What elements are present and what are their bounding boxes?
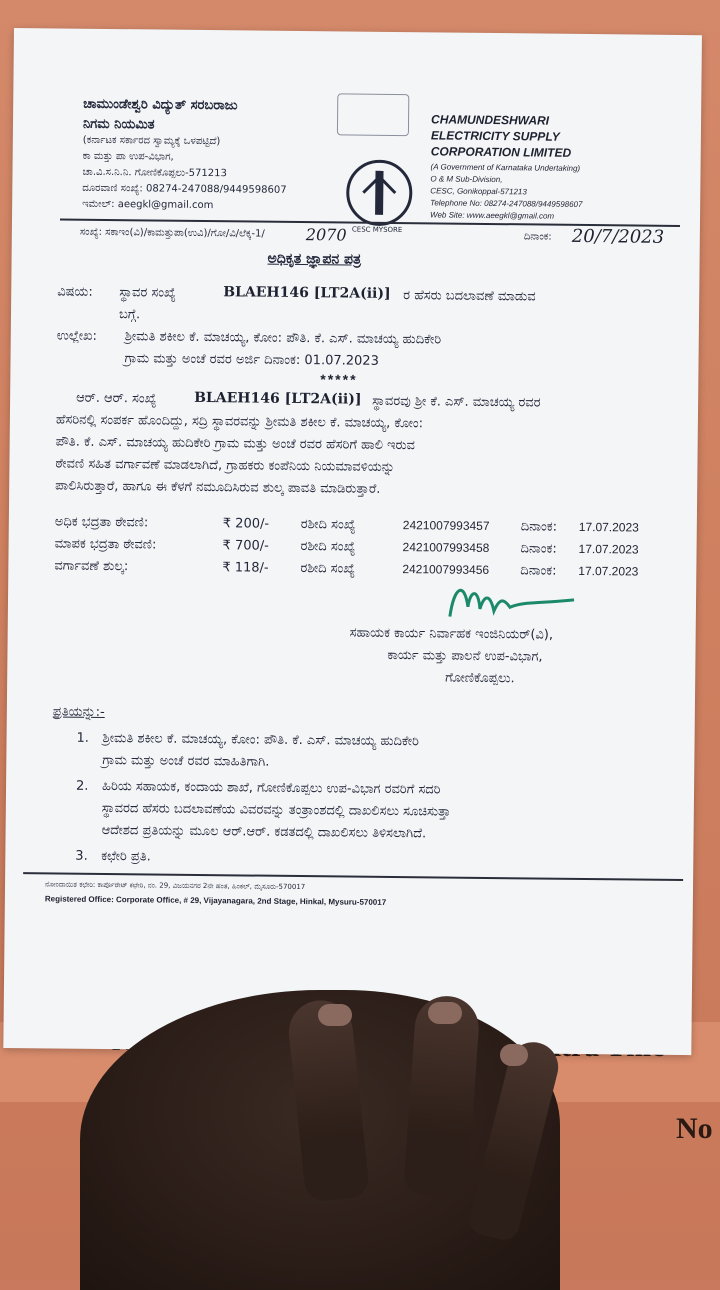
fee-receipt-label: ರಶೀದಿ ಸಂಖ್ಯೆ xyxy=(300,539,356,555)
copy-line1: ಹಿರಿಯ ಸಹಾಯಕ, ಕಂದಾಯ ಶಾಖೆ, ಗೋಣಿಕೊಪ್ಪಲು ಉಪ-ವಿಭಾಗ ರವರಿಗೆ ಸದರಿ xyxy=(101,778,441,798)
copy-line1: ಕಛೇರಿ ಪ್ರತಿ. xyxy=(101,848,151,865)
cesc-logo-icon xyxy=(346,159,413,226)
body-line5: ಪಾಲಿಸಿರುತ್ತಾರೆ, ಹಾಗೂ ಈ ಕೆಳಗೆ ನಮೂದಿಸಿರುವ ಶುಲ್ಕ ಪಾವತಿ ಮಾಡಿರುತ್ತಾರೆ. xyxy=(55,478,381,497)
fee-date: 17.07.2023 xyxy=(578,563,639,579)
fee-date-label: ದಿನಾಂಕ: xyxy=(520,541,557,557)
body-line1-before: ಆರ್. ಆರ್. ಸಂಖ್ಯೆ xyxy=(76,390,157,407)
fingernail xyxy=(500,1044,528,1066)
stars-separator: ***** xyxy=(320,371,358,388)
org-kn-line6: ದೂರವಾಣಿ ಸಂಖ್ಯೆ: 08274-247088/9449598607 xyxy=(82,182,287,196)
copy-line2: ಗ್ರಾಮ ಮತ್ತು ಅಂಚೆ ರವರ ಮಾಹಿತಿಗಾಗಿ. xyxy=(102,752,270,770)
subject-text-after: ರ ಹೆಸರು ಬದಲಾವಣೆ ಮಾಡುವ xyxy=(403,288,536,305)
org-kn-line4: ಕಾ ಮತ್ತು ಪಾ ಉಪ-ವಿಭಾಗ, xyxy=(82,150,174,163)
footer-en: Registered Office: Corporate Office, # 29, Vijayanagara, 2nd Stage, Hinkal, Mysuru-570017 xyxy=(44,894,387,907)
fee-label: ವರ್ಗಾವಣೆ ಶುಲ್ಕ: xyxy=(54,558,129,575)
signatory-line2: ಕಾರ್ಯ ಮತ್ತು ಪಾಲನೆ ಉಪ-ವಿಭಾಗ, xyxy=(387,647,543,665)
ref-number-handwritten: 2070 xyxy=(305,225,347,245)
date-handwritten: 20/7/2023 xyxy=(571,225,665,248)
fee-receipt-label: ರಶೀದಿ ಸಂಖ್ಯೆ xyxy=(300,561,356,577)
copy-line3: ಆದೇಶದ ಪ್ರತಿಯನ್ನು ಮೂಲ ಆರ್.ಆರ್. ಕಡತದಲ್ಲಿ ದಾಖಲಿಸಲು ತಿಳಿಸಲಾಗಿದೆ. xyxy=(101,822,427,842)
fee-label: ಮಾಪಕ ಭದ್ರತಾ ಠೇವಣಿ: xyxy=(54,536,157,553)
signatory-line1: ಸಹಾಯಕ ಕಾರ್ಯ ನಿರ್ವಾಹಕ ಇಂಜಿನಿಯರ್(ವಿ), xyxy=(349,625,554,643)
stamp-box xyxy=(337,93,409,136)
org-en-line3: CORPORATION LIMITED xyxy=(430,144,572,160)
org-kn-line5: ಚಾ.ವಿ.ಸ.ನಿ.ನಿ. ಗೋಣಿಕೊಪ್ಪಲು-571213 xyxy=(82,166,227,180)
folder-text-no: No xyxy=(676,1112,713,1145)
ref-number-label: ಸಂಖ್ಯೆ: ಸಕಾಇಂ(ವಿ)/ಕಾಮತ್ತುಪಾ(ಉವಿ)/ಗೋ/ವಿ/ಲೆಕ್ಕ-1/ xyxy=(79,226,265,240)
fee-amount: ₹ 118/- xyxy=(222,560,269,576)
document-page xyxy=(3,28,702,1055)
page-title: ಅಧಿಕೃತ ಜ್ಞಾಪನ ಪತ್ರ xyxy=(267,250,362,268)
copy-line2: ಸ್ಥಾವರದ ಹೆಸರು ಬದಲಾವಣೆಯ ವಿವರವನ್ನು ತಂತ್ರಾಂಶದಲ್ಲಿ ದಾಖಲಿಸಲು ಸೂಚಿಸುತ್ತಾ xyxy=(101,800,451,820)
date-label: ದಿನಾಂಕ: xyxy=(523,231,552,243)
org-kn-line1: ಚಾಮುಂಡೇಶ್ವರಿ ವಿದ್ಯುತ್ ಸರಬರಾಜು xyxy=(83,96,238,114)
body-line2: ಹೆಸರಿನಲ್ಲಿ ಸಂಪರ್ಕ ಹೊಂದಿದ್ದು, ಸದ್ರಿ ಸ್ಥಾವರವನ್ನು ಶ್ರೀಮತಿ ಶಕೀಲ ಕೆ. ಮಾಚಯ್ಯ, ಕೋಂ: xyxy=(55,412,424,432)
subject-line2: ಬಗ್ಗೆ. xyxy=(118,307,141,323)
logo-caption: CESC MYSORE xyxy=(351,225,403,235)
body-line4: ಠೇವಣಿ ಸಹಿತ ವರ್ಗಾವಣೆ ಮಾಡಲಾಗಿದೆ, ಗ್ರಾಹಕರು ಕಂಪೆನಿಯ ನಿಯಮಾವಳಿಯನ್ನು xyxy=(55,456,395,476)
org-en-line8: Web Site: www.aeegkl@gmail.com xyxy=(430,210,555,221)
signatory-line3: ಗೋಣಿಕೊಪ್ಪಲು. xyxy=(445,670,515,687)
body-line1-after: ಸ್ಥಾವರವು ಶ್ರೀ ಕೆ. ಎಸ್. ಮಾಚಯ್ಯ ರವರ xyxy=(372,393,541,411)
fee-receipt-number: 2421007993456 xyxy=(402,562,490,578)
fee-date: 17.07.2023 xyxy=(578,541,639,557)
body-line1-code: BLAEH146 [LT2A(ii)] xyxy=(194,389,362,408)
reference-line2: ಗ್ರಾಮ ಮತ್ತು ಅಂಚೆ ರವರ ಅರ್ಜಿ ದಿನಾಂಕ: 01.07.2023 xyxy=(124,351,379,369)
copy-number: 2. xyxy=(75,778,89,794)
fee-date-label: ದಿನಾಂಕ: xyxy=(520,519,558,535)
reference-line1: ಶ್ರೀಮತಿ ಶಕೀಲ ಕೆ. ಮಾಚಯ್ಯ, ಕೋಂ: ಪೌತಿ. ಕೆ. ಎಸ್. ಮಾಚಯ್ಯ ಹುದಿಕೇರಿ xyxy=(124,329,442,348)
fee-amount: ₹ 200/- xyxy=(222,516,270,532)
copy-line1: ಶ್ರೀಮತಿ ಶಕೀಲ ಕೆ. ಮಾಚಯ್ಯ, ಕೋಂ: ಪೌತಿ. ಕೆ. ಎಸ್. ಮಾಚಯ್ಯ ಹುದಿಕೇರಿ xyxy=(102,730,419,750)
footer-divider xyxy=(23,872,683,881)
fee-label: ಅಧಿಕ ಭದ್ರತಾ ಠೇವಣಿ: xyxy=(54,514,149,531)
fee-receipt-number: 2421007993458 xyxy=(402,540,490,556)
org-kn-line2: ನಿಗಮ ನಿಯಮಿತ xyxy=(82,116,155,133)
org-en-line5: O & M Sub-Division, xyxy=(430,174,503,185)
subject-code: BLAEH146 [LT2A(ii)] xyxy=(223,284,391,302)
copies-label: ಪ್ರತಿಯನ್ನು:- xyxy=(52,704,105,720)
org-kn-line3: (ಕರ್ನಾಟಕ ಸರ್ಕಾರದ ಸ್ವಾಮ್ಯಕ್ಕೆ ಒಳಪಟ್ಟಿದೆ) xyxy=(82,134,221,148)
org-en-line6: CESC, Gonikoppal-571213 xyxy=(430,186,527,197)
subject-text-before: ಸ್ಥಾವರ ಸಂಖ್ಯೆ xyxy=(119,285,176,301)
copy-number: 1. xyxy=(76,730,90,746)
body-line3: ಪೌತಿ. ಕೆ. ಎಸ್. ಮಾಚಯ್ಯ ಹುದಿಕೇರಿ ಗ್ರಾಮ ಮತ್ತು ಅಂಚೆ ರವರ ಹೆಸರಿಗೆ ಹಾಲಿ ಇರುವ xyxy=(55,434,415,454)
fingernail xyxy=(318,1004,352,1026)
subject-label: ವಿಷಯ: xyxy=(57,284,93,300)
org-en-line1: CHAMUNDESHWARI xyxy=(430,112,550,128)
org-kn-line7: ಇಮೇಲ್: aeegkl@gmail.com xyxy=(82,198,214,212)
fee-date-label: ದಿನಾಂಕ: xyxy=(520,563,557,579)
fee-receipt-label: ರಶೀದಿ ಸಂಖ್ಯೆ xyxy=(300,517,356,533)
reference-label: ಉಲ್ಲೇಖ: xyxy=(56,328,97,344)
signature-mark xyxy=(444,577,585,628)
fee-amount: ₹ 700/- xyxy=(222,538,269,554)
org-en-line4: (A Government of Karnataka Undertaking) xyxy=(430,162,581,173)
footer-kn: ನೋಂದಾಯಿತ ಕಛೇರಿ: ಕಾರ್ಪೊರೇಟ್ ಕಛೇರಿ, ನಂ. 29, ವಿಜಯನಗರ 2ನೇ ಹಂತ, ಹಿಂಕಲ್, ಮೈಸೂರು-570017 xyxy=(44,880,306,892)
copy-number: 3. xyxy=(75,848,88,864)
fee-receipt-number: 2421007993457 xyxy=(402,518,490,534)
fee-date: 17.07.2023 xyxy=(578,519,639,535)
org-en-line2: ELECTRICITY SUPPLY xyxy=(430,128,560,144)
org-en-line7: Telephone No: 08274-247088/9449598607 xyxy=(430,198,583,209)
fingernail xyxy=(428,1002,462,1024)
